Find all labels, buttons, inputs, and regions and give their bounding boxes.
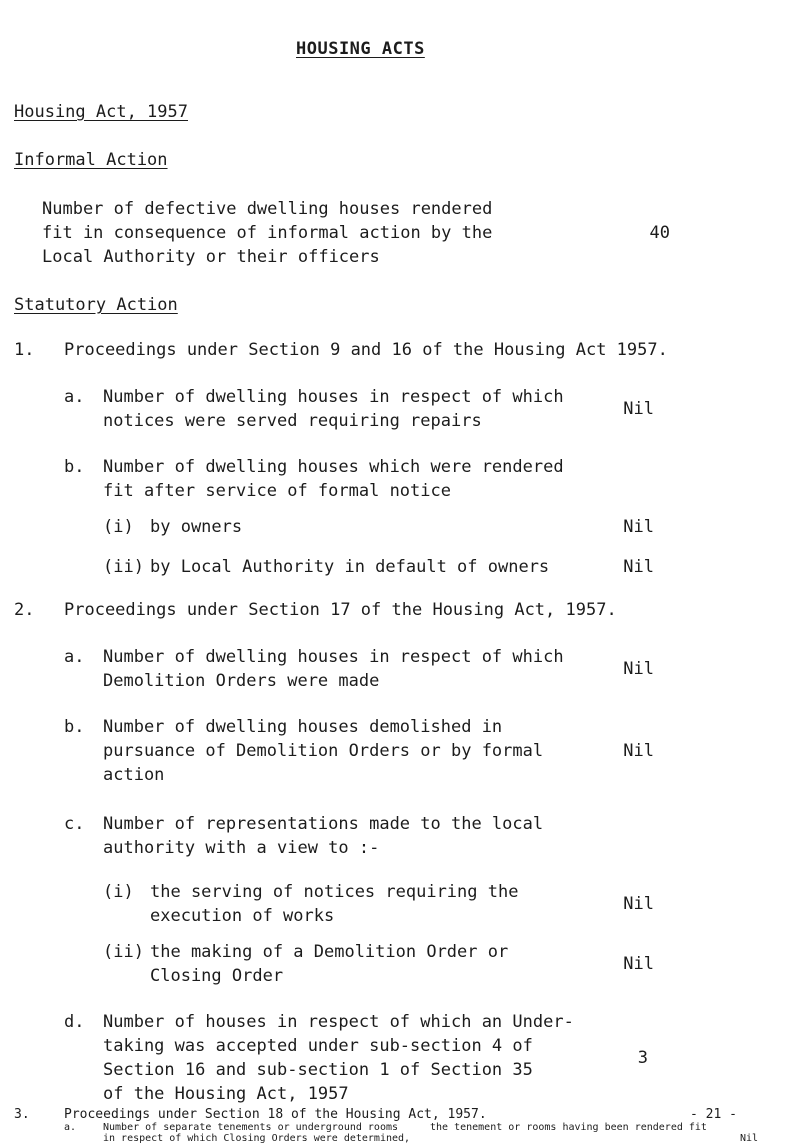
s1-a-line-2: notices were served requiring repairs [103, 411, 482, 431]
section-2-number: 2. [14, 600, 35, 620]
s2-c-ii-label: (ii) [103, 942, 144, 962]
page-number: - 21 - [690, 1107, 737, 1122]
informal-line-3: Local Authority or their officers [42, 247, 380, 267]
s1-a-value: Nil [623, 399, 654, 419]
section-3-number: 3. [14, 1107, 30, 1122]
s2-a-value: Nil [623, 659, 654, 679]
s2-a-line-2: Demolition Orders were made [103, 671, 380, 691]
section-3-text: Proceedings under Section 18 of the Housing Act, 1957. [64, 1107, 487, 1122]
s1-a-label: a. [64, 387, 85, 407]
statutory-action-heading: Statutory Action [14, 295, 178, 315]
s3-a-line-2: in respect of which Closing Orders were determined, [103, 1133, 411, 1144]
s2-b-value: Nil [623, 741, 654, 761]
section-1-number: 1. [14, 340, 35, 360]
act-heading: Housing Act, 1957 [14, 102, 188, 122]
s2-d-line-2: taking was accepted under sub-section 4 of [103, 1036, 533, 1056]
s2-c-line-1: Number of representations made to the local [103, 814, 544, 834]
s2-d-line-3: Section 16 and sub-section 1 of Section 35 [103, 1060, 533, 1080]
s3-a-line-1: Number of separate tenements or underground rooms [103, 1122, 399, 1133]
s2-c-i-line-1: the serving of notices requiring the [150, 882, 519, 902]
section-1-text: Proceedings under Section 9 and 16 of the Housing Act 1957. [64, 340, 668, 360]
s2-b-line-3: action [103, 765, 165, 785]
s3-a-label: a. [64, 1122, 77, 1133]
informal-line-1: Number of defective dwelling houses rendered [42, 199, 493, 219]
s1-b-line-1: Number of dwelling houses which were rendered [103, 457, 564, 477]
s1-b-label: b. [64, 457, 85, 477]
s1-b-ii-value: Nil [623, 557, 654, 577]
s1-a-line-1: Number of dwelling houses in respect of which [103, 387, 564, 407]
s2-c-line-2: authority with a view to :- [103, 838, 380, 858]
informal-line-2: fit in consequence of informal action by the [42, 223, 493, 243]
s2-c-ii-line-2: Closing Order [150, 966, 284, 986]
informal-value: 40 [649, 223, 670, 243]
s3-a-value: Nil [740, 1133, 759, 1144]
s2-b-line-1: Number of dwelling houses demolished in [103, 717, 503, 737]
s1-b-ii-label: (ii) [103, 557, 144, 577]
s2-c-i-label: (i) [103, 882, 134, 902]
s1-b-ii-text: by Local Authority in default of owners [150, 557, 550, 577]
s2-c-i-value: Nil [623, 894, 654, 914]
informal-action-heading: Informal Action [14, 150, 168, 170]
s3-a-line-3: the tenement or rooms having been rendered fit [430, 1122, 707, 1133]
s1-b-i-label: (i) [103, 517, 134, 537]
s1-b-i-text: by owners [150, 517, 243, 537]
s2-c-label: c. [64, 814, 85, 834]
s2-c-i-line-2: execution of works [150, 906, 335, 926]
s2-b-label: b. [64, 717, 85, 737]
s2-d-line-4: of the Housing Act, 1957 [103, 1084, 349, 1104]
s2-d-line-1: Number of houses in respect of which an Under- [103, 1012, 574, 1032]
s2-c-ii-value: Nil [623, 954, 654, 974]
s1-b-line-2: fit after service of formal notice [103, 481, 451, 501]
s2-b-line-2: pursuance of Demolition Orders or by formal [103, 741, 544, 761]
s2-d-value: 3 [637, 1048, 648, 1068]
s2-a-label: a. [64, 647, 85, 667]
s2-a-line-1: Number of dwelling houses in respect of which [103, 647, 564, 667]
s2-d-label: d. [64, 1012, 85, 1032]
s1-b-i-value: Nil [623, 517, 654, 537]
s2-c-ii-line-1: the making of a Demolition Order or [150, 942, 509, 962]
section-2-text: Proceedings under Section 17 of the Housing Act, 1957. [64, 600, 617, 620]
page-title: HOUSING ACTS [296, 39, 425, 59]
